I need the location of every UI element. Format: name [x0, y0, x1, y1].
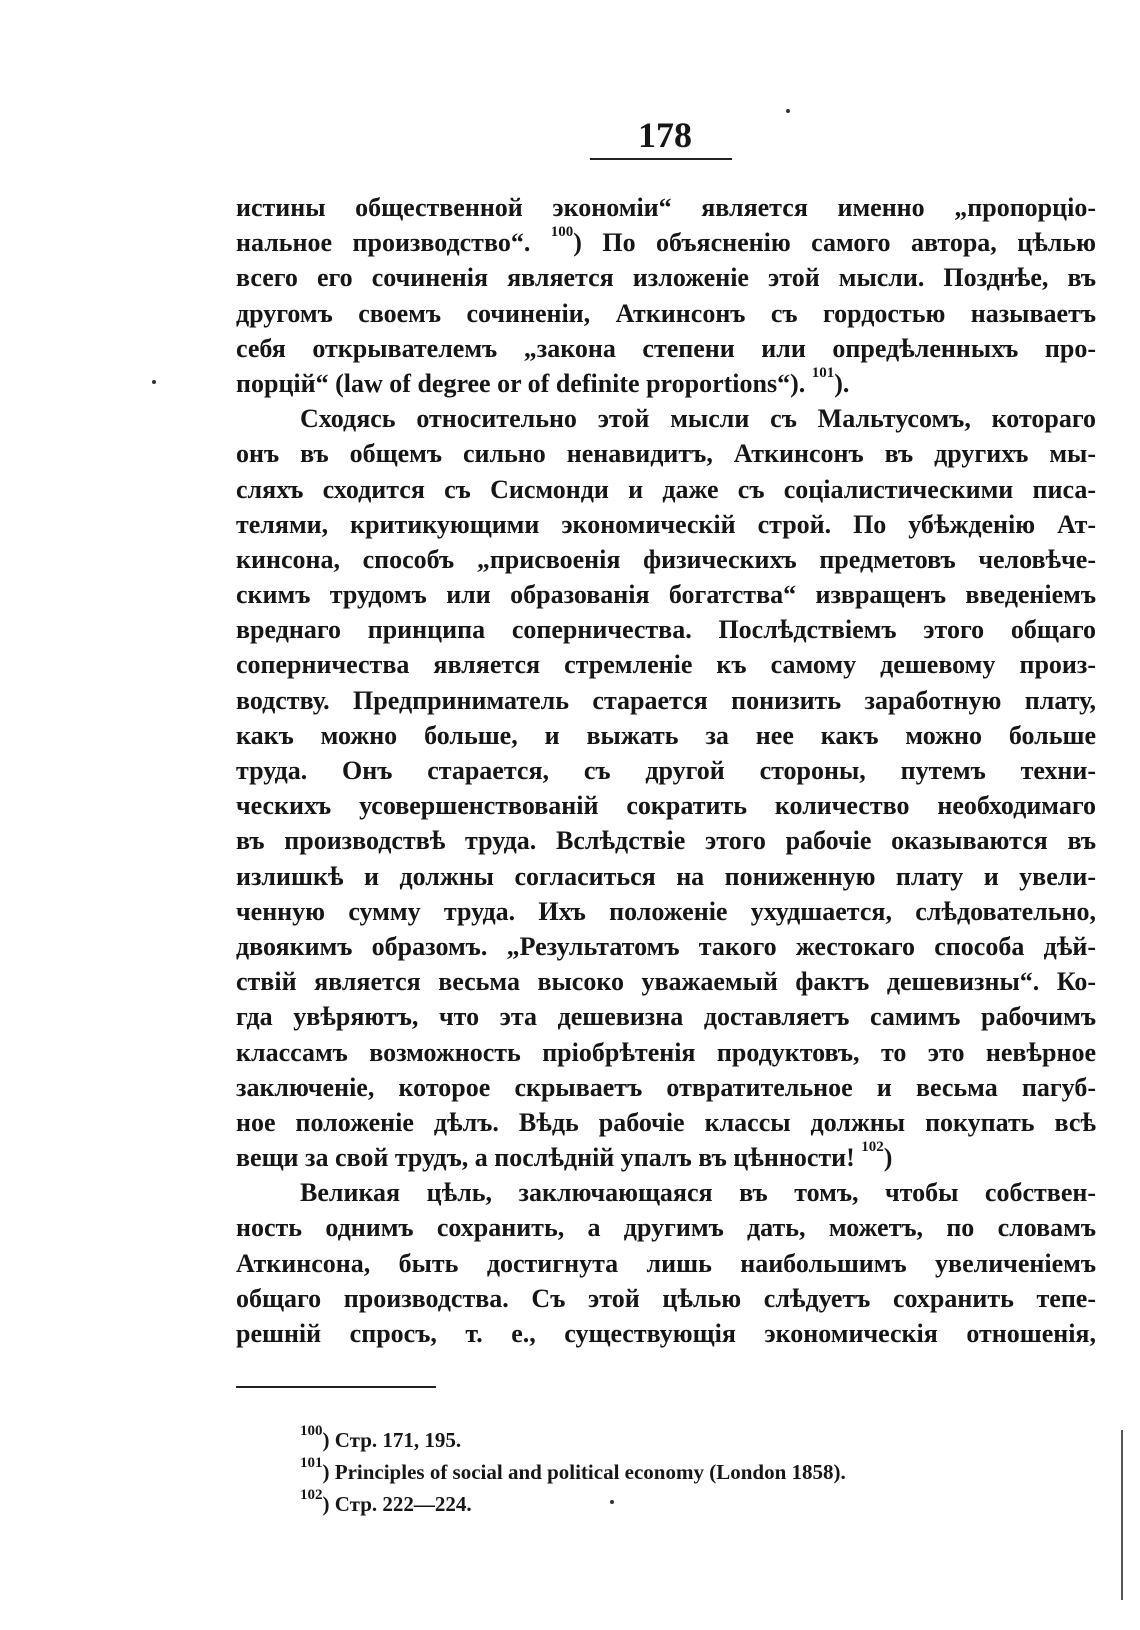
footnote — [300, 1456, 846, 1488]
text-line — [236, 683, 1096, 718]
text-line — [236, 1316, 1096, 1351]
text-line — [236, 894, 1096, 929]
body-text — [236, 190, 1096, 1351]
text-line-content: решній спросъ, т. е., существующія экономическія отношенія, — [236, 1319, 1096, 1348]
footnote-ref: 100 — [550, 225, 574, 241]
page-number: 178 — [638, 115, 692, 155]
text-line — [236, 1140, 1096, 1175]
text-line-content: общаго производства. Съ этой цѣлью слѣдуетъ сохранить тепе- — [236, 1283, 1096, 1313]
text-line — [236, 999, 1096, 1034]
text-line-content: вещи за свой трудъ, а послѣдній упалъ въ цѣнности! — [236, 1143, 862, 1173]
text-line-continuation: ) — [883, 1143, 893, 1173]
footnote — [300, 1488, 846, 1520]
text-line — [236, 260, 1096, 295]
text-line — [236, 331, 1096, 366]
scan-margin-mark — [1121, 1430, 1123, 1600]
text-line — [236, 647, 1096, 682]
text-line — [236, 507, 1096, 542]
text-line-content: какъ можно больше, и выжать за нее какъ можно больше — [236, 720, 1096, 750]
text-line-content: другомъ своемъ сочиненіи, Аткинсонъ съ гордостью называетъ — [236, 298, 1096, 328]
text-line-content: ствій является весьма высоко уважаемый фактъ дешевизны“. Ко- — [236, 967, 1096, 997]
footnote-text: ) Стр. 222—224. — [322, 1492, 472, 1516]
text-line — [236, 964, 1096, 999]
scan-speck — [152, 380, 156, 384]
text-line-content: двоякимъ образомъ. „Результатомъ такого жестокаго способа дѣй- — [236, 931, 1096, 961]
text-line — [236, 366, 1096, 401]
text-line-content: скимъ трудомъ или образованія богатства“ извращенъ введеніемъ — [236, 580, 1096, 610]
text-line-content: порцій“ (law of degree or of definite proportions“). — [236, 368, 812, 398]
text-line — [236, 1070, 1096, 1105]
text-line — [236, 436, 1096, 471]
text-line-content: излишкѣ и должны согласиться на пониженную плату и увели- — [236, 861, 1096, 891]
text-line — [236, 577, 1096, 612]
footnote — [300, 1424, 846, 1456]
text-line — [236, 929, 1096, 964]
text-line-content: онъ въ общемъ сильно ненавидитъ, Аткинсонъ въ другихъ мы- — [236, 439, 1096, 469]
text-line-content: соперничества является стремленіе къ самому дешевому произ- — [236, 650, 1096, 680]
text-line — [236, 472, 1096, 507]
footnote-ref: 101 — [811, 365, 835, 381]
text-line — [236, 753, 1096, 788]
scan-speck — [610, 1500, 614, 1504]
text-line-content: Великая цѣль, заключающаяся въ томъ, чтобы собствен- — [300, 1178, 1096, 1208]
text-line-content: труда. Онъ старается, съ другой стороны, путемъ техни- — [236, 756, 1096, 785]
text-line — [236, 1246, 1096, 1281]
text-line-content: телями, критикующими экономическій строй. По убѣжденію Ат- — [236, 509, 1096, 539]
text-line-continuation: ). — [834, 368, 850, 398]
text-line — [236, 823, 1096, 858]
text-line — [236, 1035, 1096, 1070]
text-line-content: сляхъ сходится съ Сисмонди и даже съ соціалистическими писа- — [236, 474, 1096, 504]
text-line — [236, 1281, 1096, 1316]
text-line — [236, 190, 1096, 225]
text-line — [236, 1210, 1096, 1245]
text-line-content: всего его сочиненія является изложеніе этой мысли. Позднѣе, въ — [236, 263, 1096, 293]
text-line-content: нальное производство“. — [236, 228, 551, 258]
footnote-mark: 100 — [300, 1423, 323, 1439]
text-line — [236, 788, 1096, 823]
text-line — [236, 296, 1096, 331]
text-line — [236, 718, 1096, 753]
footnotes — [300, 1424, 846, 1520]
text-line-content: ность однимъ сохранить, а другимъ дать, можетъ, по словамъ — [236, 1213, 1096, 1243]
text-line — [236, 1175, 1096, 1210]
text-line-content: въ производствѣ труда. Вслѣдствіе этого рабочіе оказываются въ — [236, 826, 1096, 856]
footnote-mark: 101 — [300, 1455, 323, 1471]
text-line — [236, 612, 1096, 647]
text-line — [236, 1105, 1096, 1140]
text-line-content: Аткинсона, быть достигнута лишь наибольшимъ увеличеніемъ — [236, 1248, 1096, 1278]
footnote-text: ) Principles of social and political economy (London 1858). — [322, 1460, 846, 1484]
text-line-content: заключеніе, которое скрываетъ отвратительное и весьма пагуб- — [236, 1072, 1096, 1102]
text-line-content: истины общественной экономіи“ является именно „пропорціо- — [236, 193, 1096, 222]
text-line — [236, 225, 1096, 260]
scan-speck — [786, 109, 790, 113]
footnote-ref: 102 — [861, 1140, 884, 1156]
footnote-rule — [236, 1386, 436, 1388]
text-line-content: себя открывателемъ „закона степени или опредѣленныхъ про- — [236, 333, 1096, 363]
text-line-continuation: ) По объясненію самого автора, цѣлью — [573, 228, 1096, 258]
text-line-content: водству. Предприниматель старается понизить заработную плату, — [236, 685, 1096, 715]
text-line-content: вреднаго принципа соперничества. Послѣдствіемъ этого общаго — [236, 615, 1096, 645]
text-line-content: ное положеніе дѣлъ. Вѣдь рабочіе классы должны покупать всѣ — [236, 1107, 1096, 1137]
footnote-text: ) Стр. 171, 195. — [322, 1428, 462, 1452]
text-line-content: ченную сумму труда. Ихъ положеніе ухудшается, слѣдовательно, — [236, 896, 1096, 926]
text-line-content: ческихъ усовершенствованій сократить количество необходимаго — [236, 791, 1096, 821]
text-line — [236, 859, 1096, 894]
text-line-content: кинсона, способъ „присвоенія физическихъ предметовъ человѣче- — [236, 544, 1096, 574]
footnote-mark: 102 — [300, 1487, 323, 1503]
text-line-content: гда увѣряютъ, что эта дешевизна доставляетъ самимъ рабочимъ — [236, 1002, 1096, 1032]
text-line-content: Сходясь относительно этой мысли съ Мальтусомъ, котораго — [300, 404, 1096, 434]
text-line — [236, 401, 1096, 436]
header-rule — [590, 158, 732, 160]
text-line-content: классамъ возможность пріобрѣтенія продуктовъ, то это невѣрное — [236, 1037, 1096, 1067]
text-line — [236, 542, 1096, 577]
